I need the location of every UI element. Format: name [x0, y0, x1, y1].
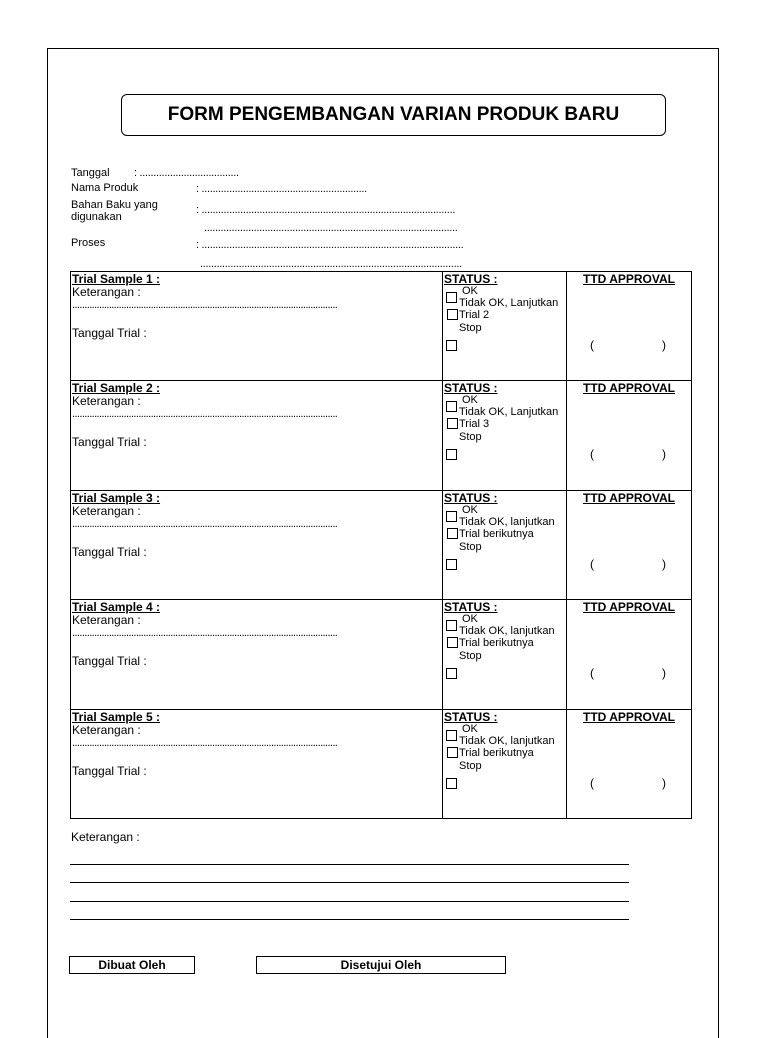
trial-table: [70, 271, 692, 819]
trial-date-label: Tanggal Trial :: [72, 326, 147, 340]
trial-approval-cell: [567, 600, 692, 709]
status-stop-checkbox[interactable]: [446, 449, 457, 460]
status-stop-label: Stop: [459, 431, 482, 444]
approval-paren-close: ): [662, 338, 666, 352]
status-ok-checkbox[interactable]: [446, 401, 457, 412]
trial-row: [71, 272, 692, 381]
approval-paren-close: ): [662, 556, 666, 571]
trial-approval-cell: [567, 490, 692, 599]
trial-approval-cell: [567, 709, 692, 818]
status-ok-checkbox[interactable]: [446, 620, 457, 631]
status-ok-checkbox[interactable]: [446, 511, 457, 522]
bahan-baku-label: Bahan Baku yang: [71, 199, 158, 211]
trial-date-label: Tanggal Trial :: [72, 435, 147, 450]
trial-keterangan-label: Keterangan :: [72, 394, 141, 409]
status-ok-label: OK: [462, 722, 478, 735]
status-lanjut-label: Tidak OK, lanjutkan: [459, 515, 555, 528]
status-lanjut-label: Tidak OK, Lanjutkan: [459, 297, 559, 309]
trial-approval-cell: [567, 272, 692, 381]
bahan-baku-label-2: digunakan: [71, 211, 122, 223]
trial-approval-cell: [567, 381, 692, 490]
trial-status-cell: [443, 381, 567, 490]
status-stop-label: Stop: [459, 650, 482, 663]
proses-label: Proses: [71, 237, 106, 249]
status-title: STATUS :: [444, 709, 498, 724]
status-trial-label: Trial berikutnya: [459, 746, 534, 759]
status-title: STATUS :: [444, 272, 498, 286]
trial-title: Trial Sample 2 :: [72, 381, 161, 396]
status-stop-checkbox[interactable]: [446, 778, 457, 789]
status-stop-label: Stop: [459, 759, 482, 772]
trial-keterangan-label: Keterangan :: [72, 503, 141, 518]
keterangan-label: Keterangan :: [71, 830, 140, 844]
approval-paren-open: (: [590, 775, 594, 790]
status-stop-checkbox[interactable]: [446, 340, 457, 351]
status-title: STATUS :: [444, 490, 498, 505]
nama-produk-label: Nama Produk: [71, 182, 139, 194]
disetujui-oleh-box: [256, 956, 506, 974]
disetujui-oleh-label: Disetujui Oleh: [340, 958, 422, 972]
trial-date-label: Tanggal Trial :: [72, 544, 147, 559]
status-lanjut-label: Tidak OK, lanjutkan: [459, 734, 555, 747]
trial-title: Trial Sample 5 :: [72, 709, 161, 724]
status-trial-label: Trial berikutnya: [459, 527, 534, 540]
trial-date-label: Tanggal Trial :: [72, 763, 147, 778]
keterangan-line[interactable]: [70, 864, 629, 865]
approval-paren-open: (: [590, 338, 594, 352]
dibuat-oleh-label: Dibuat Oleh: [98, 958, 166, 972]
trial-status-cell: [443, 600, 567, 709]
status-lanjut-checkbox[interactable]: [447, 309, 458, 320]
status-trial-label: Trial 2: [459, 309, 490, 321]
status-stop-checkbox[interactable]: [446, 668, 457, 679]
trial-info-cell: [71, 381, 443, 490]
trial-keterangan-field[interactable]: ............................................................................................................: [72, 299, 338, 311]
status-ok-label: OK: [462, 503, 478, 516]
trial-keterangan-label: Keterangan :: [72, 613, 141, 628]
status-title: STATUS :: [444, 381, 498, 396]
trial-info-cell: [71, 600, 443, 709]
status-lanjut-checkbox[interactable]: [447, 637, 458, 648]
trial-row: [71, 709, 692, 818]
approval-paren-open: (: [590, 666, 594, 681]
approval-paren-close: ): [662, 447, 666, 462]
status-stop-label: Stop: [459, 322, 482, 334]
proses-field-2[interactable]: ...............................................................................................: [200, 258, 462, 270]
approval-title: TTD APPROVAL: [583, 272, 675, 286]
status-ok-label: OK: [462, 613, 478, 626]
status-lanjut-checkbox[interactable]: [447, 528, 458, 539]
keterangan-line[interactable]: [70, 919, 629, 920]
status-ok-checkbox[interactable]: [446, 292, 457, 303]
approval-paren-close: ): [662, 775, 666, 790]
form-title-text: FORM PENGEMBANGAN VARIAN PRODUK BARU: [167, 104, 620, 125]
trial-status-cell: [443, 490, 567, 599]
approval-paren-open: (: [590, 447, 594, 462]
trial-info-cell: [71, 272, 443, 381]
approval-title: TTD APPROVAL: [583, 600, 675, 615]
approval-paren-close: ): [662, 666, 666, 681]
bahan-baku-field-2[interactable]: ............................................................................................: [204, 222, 458, 234]
status-lanjut-checkbox[interactable]: [447, 418, 458, 429]
trial-title: Trial Sample 1 :: [72, 272, 161, 286]
trial-row: [71, 600, 692, 709]
trial-date-label: Tanggal Trial :: [72, 654, 147, 669]
trial-title: Trial Sample 3 :: [72, 490, 161, 505]
trial-row: [71, 381, 692, 490]
trial-status-cell: [443, 709, 567, 818]
trial-info-cell: [71, 490, 443, 599]
nama-produk-field[interactable]: : ............................................................: [196, 183, 367, 195]
status-trial-label: Trial berikutnya: [459, 637, 534, 650]
status-stop-label: Stop: [459, 540, 482, 553]
proses-field[interactable]: : ...............................................................................................: [196, 239, 464, 251]
trial-keterangan-field[interactable]: ............................................................................................................: [72, 408, 338, 421]
trial-status-cell: [443, 272, 567, 381]
trial-row: [71, 490, 692, 599]
dibuat-oleh-box: [69, 956, 195, 974]
trial-info-cell: [71, 709, 443, 818]
keterangan-line[interactable]: [70, 901, 629, 902]
status-lanjut-checkbox[interactable]: [447, 747, 458, 758]
tanggal-field[interactable]: : ....................................: [134, 167, 239, 179]
trial-keterangan-field[interactable]: ............................................................................................................: [72, 736, 338, 749]
status-stop-checkbox[interactable]: [446, 559, 457, 570]
status-lanjut-label: Tidak OK, Lanjutkan: [459, 406, 559, 419]
status-ok-label: OK: [462, 394, 478, 407]
trial-title: Trial Sample 4 :: [72, 600, 161, 615]
trial-keterangan-field[interactable]: ............................................................................................................: [72, 627, 338, 640]
approval-paren-open: (: [590, 556, 594, 571]
tanggal-label: Tanggal: [71, 167, 110, 179]
keterangan-line[interactable]: [70, 882, 629, 883]
status-title: STATUS :: [444, 600, 498, 615]
trial-keterangan-label: Keterangan :: [72, 722, 141, 737]
bahan-baku-field[interactable]: : ............................................................................................: [196, 204, 456, 216]
form-title: [121, 94, 666, 136]
approval-title: TTD APPROVAL: [583, 709, 675, 724]
trial-keterangan-field[interactable]: ............................................................................................................: [72, 517, 338, 530]
status-trial-label: Trial 3: [459, 418, 490, 431]
approval-title: TTD APPROVAL: [583, 490, 675, 505]
approval-title: TTD APPROVAL: [583, 381, 675, 396]
status-ok-label: OK: [462, 285, 478, 297]
trial-keterangan-label: Keterangan :: [72, 285, 141, 299]
status-lanjut-label: Tidak OK, lanjutkan: [459, 625, 555, 638]
status-ok-checkbox[interactable]: [446, 730, 457, 741]
